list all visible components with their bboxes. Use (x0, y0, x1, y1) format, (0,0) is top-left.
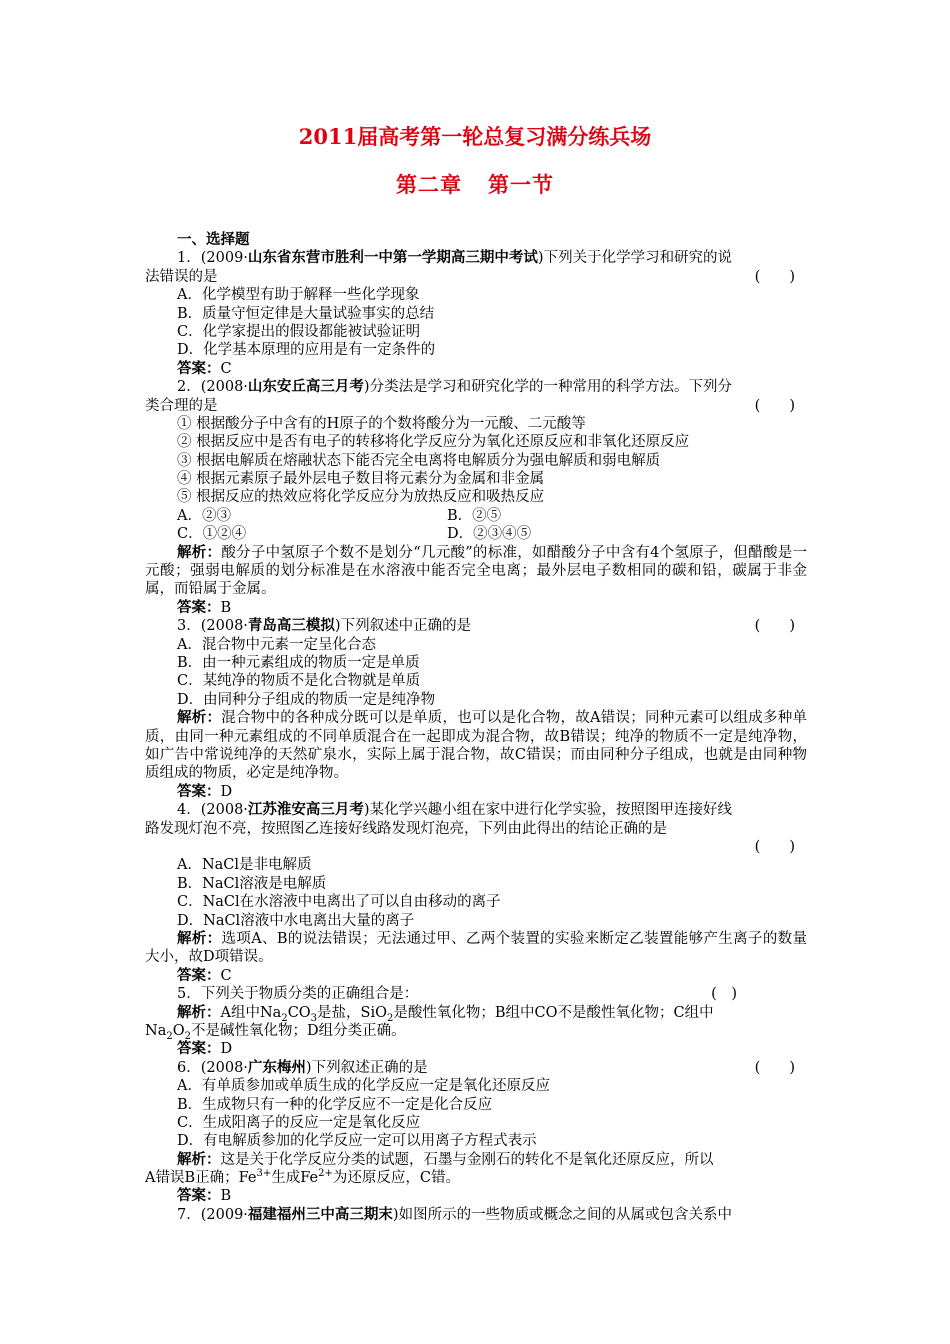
question-source: 山东省东营市胜利一中第一学期高三期中考试 (247, 249, 538, 267)
question-4-blank-row (145, 838, 807, 856)
option-a: A．有单质参加或单质生成的化学反应一定是氧化还原反应 (177, 1078, 550, 1095)
analysis: 解析：这是关于化学反应分类的试题，石墨与金刚石的转化不是氧化还原反应，所以 (177, 1150, 714, 1168)
option-a: A．化学模型有助于解释一些化学现象 (177, 287, 420, 304)
analysis: 解析：选项A、B的说法错误；无法通过甲、乙两个装置的实验来断定乙装置能够产生离子的数量大小，故D项错误。 (145, 929, 808, 966)
option-d: D．NaCl溶液中水电离出大量的离子 (177, 912, 415, 929)
option-b: B．②⑤ (447, 507, 502, 524)
question-1-stem: 1．(2009·山东省东营市胜利一中第一学期高三期中考试)下列关于化学学习和研究的说 (177, 249, 733, 267)
answer: 答案：C (177, 359, 232, 377)
question-2-stem: 2．(2008·山东安丘高三月考)分类法是学习和研究化学的一种常用的科学方法。下列分 (177, 378, 733, 396)
answer-blank: ( ) (754, 839, 795, 855)
answer-blank: ( ) (754, 397, 795, 414)
statement-3: ③ 根据电解质在熔融状态下能否完全电离将电解质分为强电解质和弱电解质 (177, 452, 661, 469)
question-3-stem: 3．(2008·青岛高三模拟)下列叙述中正确的是 ( ) (145, 617, 807, 635)
document-title: 2011届高考第一轮总复习满分练兵场 (298, 124, 652, 149)
option-b: B．质量守恒定律是大量试验事实的总结 (177, 305, 435, 322)
statement-4: ④ 根据元素原子最外层电子数目将元素分为金属和非金属 (177, 471, 545, 488)
answer-blank: ( ) (754, 268, 795, 285)
option-c: C．NaCl在水溶液中电离出了可以自由移动的离子 (177, 894, 501, 911)
question-source: 山东安丘高三月考 (247, 378, 364, 396)
answer: 答案：D (177, 782, 233, 800)
option-c: C．化学家提出的假设都能被试验证明 (177, 323, 421, 340)
option-d: D．由同种分子组成的物质一定是纯净物 (177, 691, 436, 708)
analysis: 解析：酸分子中氢原子个数不是划分“几元酸”的标准，如醋酸分子中含有4个氢原子，但醋酸是一元酸；强弱电解质的划分标准是在水溶液中能否完全电离；最外层电子数相同的碳和铅，碳属于非金属，而铅属于金属。 (145, 543, 807, 598)
option-c: C．①②④ (177, 526, 247, 543)
part-heading: 一、选择题 (177, 231, 250, 248)
answer: 答案：B (177, 598, 232, 616)
statement-5: ⑤ 根据反应的热效应将化学反应分为放热反应和吸热反应 (177, 489, 545, 506)
option-d: D．有电解质参加的化学反应一定可以用离子方程式表示 (177, 1133, 537, 1150)
options-row-cd (145, 525, 807, 543)
question-4-stem-cont: 路发现灯泡不亮，按照图乙连接好线路发现灯泡亮，下列由此得出的结论正确的是 (145, 820, 667, 837)
answer: 答案：C (177, 966, 232, 984)
option-d: D．化学基本原理的应用是有一定条件的 (177, 342, 436, 359)
chapter-heading (0, 172, 950, 198)
option-a: A．NaCl是非电解质 (177, 857, 312, 874)
option-b: B．由一种元素组成的物质一定是单质 (177, 655, 420, 672)
answer: 答案：D (177, 1040, 233, 1058)
analysis: 解析：混合物中的各种成分既可以是单质，也可以是化合物，故A错误；同种元素可以组成多种单质，由同一种元素组成的不同单质混合在一起即成为混合物，故B错误；纯净的物质不一定是纯净物，如广告中常说纯净的天然矿泉水，实际上属于混合物，故C错误；而由同种分子组成，也就是由同种物质组成的物质，必定是纯净物。 (145, 709, 808, 782)
question-source: 江苏淮安高三月考 (247, 801, 364, 819)
statement-2: ② 根据反应中是否有电子的转移将化学反应分为氧化还原反应和非氧化还原反应 (177, 434, 690, 451)
option-a: A．混合物中元素一定呈化合态 (177, 636, 376, 653)
option-c: C．生成阳离子的反应一定是氧化反应 (177, 1114, 421, 1131)
answer-blank: ( ) (711, 986, 737, 1003)
section-label: 第一节 (488, 172, 554, 197)
question-7-stem: 7．(2009·福建福州三中高三期末)如图所示的一些物质或概念之间的从属或包含关系中 (177, 1205, 733, 1223)
options-row-ab (145, 507, 807, 525)
answer-blank: ( ) (754, 1059, 795, 1076)
question-1-stem-cont: 法错误的是 ( ) (145, 268, 807, 286)
question-2-stem-cont: 类合理的是 ( ) (145, 397, 807, 415)
analysis: 解析：A组中$Na_2CO_3$是盐，SiO$_2$是酸性氧化物；B组中CO不是酸性氧化物；C组中 (177, 1003, 714, 1024)
question-4-stem: 4．(2008·江苏淮安高三月考)某化学兴趣小组在家中进行化学实验，按照图甲连接好线 (177, 801, 733, 819)
question-6-stem: 6．(2008·广东梅州)下列叙述正确的是 ( ) (145, 1059, 807, 1077)
option-c: C．某纯净的物质不是化合物就是单质 (177, 673, 421, 690)
question-source: 青岛高三模拟 (247, 617, 335, 635)
option-d: D．②③④⑤ (447, 526, 532, 543)
question-5-stem: 5．下列关于物质分类的正确组合是： ( ) (145, 985, 807, 1003)
analysis-cont: $Na_2O_2$不是碱性氧化物；D组分类正确。 (145, 1022, 406, 1042)
chapter-label: 第二章 (396, 172, 462, 197)
question-source: 福建福州三中高三期末 (247, 1205, 393, 1223)
question-source: 广东梅州 (247, 1058, 306, 1076)
option-b: B．生成物只有一种的化学反应不一定是化合反应 (177, 1096, 493, 1113)
answer-blank: ( ) (754, 618, 795, 635)
document-body (145, 231, 807, 1224)
statement-1: ① 根据酸分子中含有的H原子的个数将酸分为一元酸、二元酸等 (177, 415, 586, 432)
option-a: A．②③ (177, 507, 231, 524)
answer: 答案：B (177, 1187, 232, 1205)
option-b: B．NaCl溶液是电解质 (177, 875, 327, 892)
analysis-cont: A错误B正确；$Fe^{3+}$生成$Fe^{2+}$为还原反应，C错。 (145, 1168, 460, 1187)
